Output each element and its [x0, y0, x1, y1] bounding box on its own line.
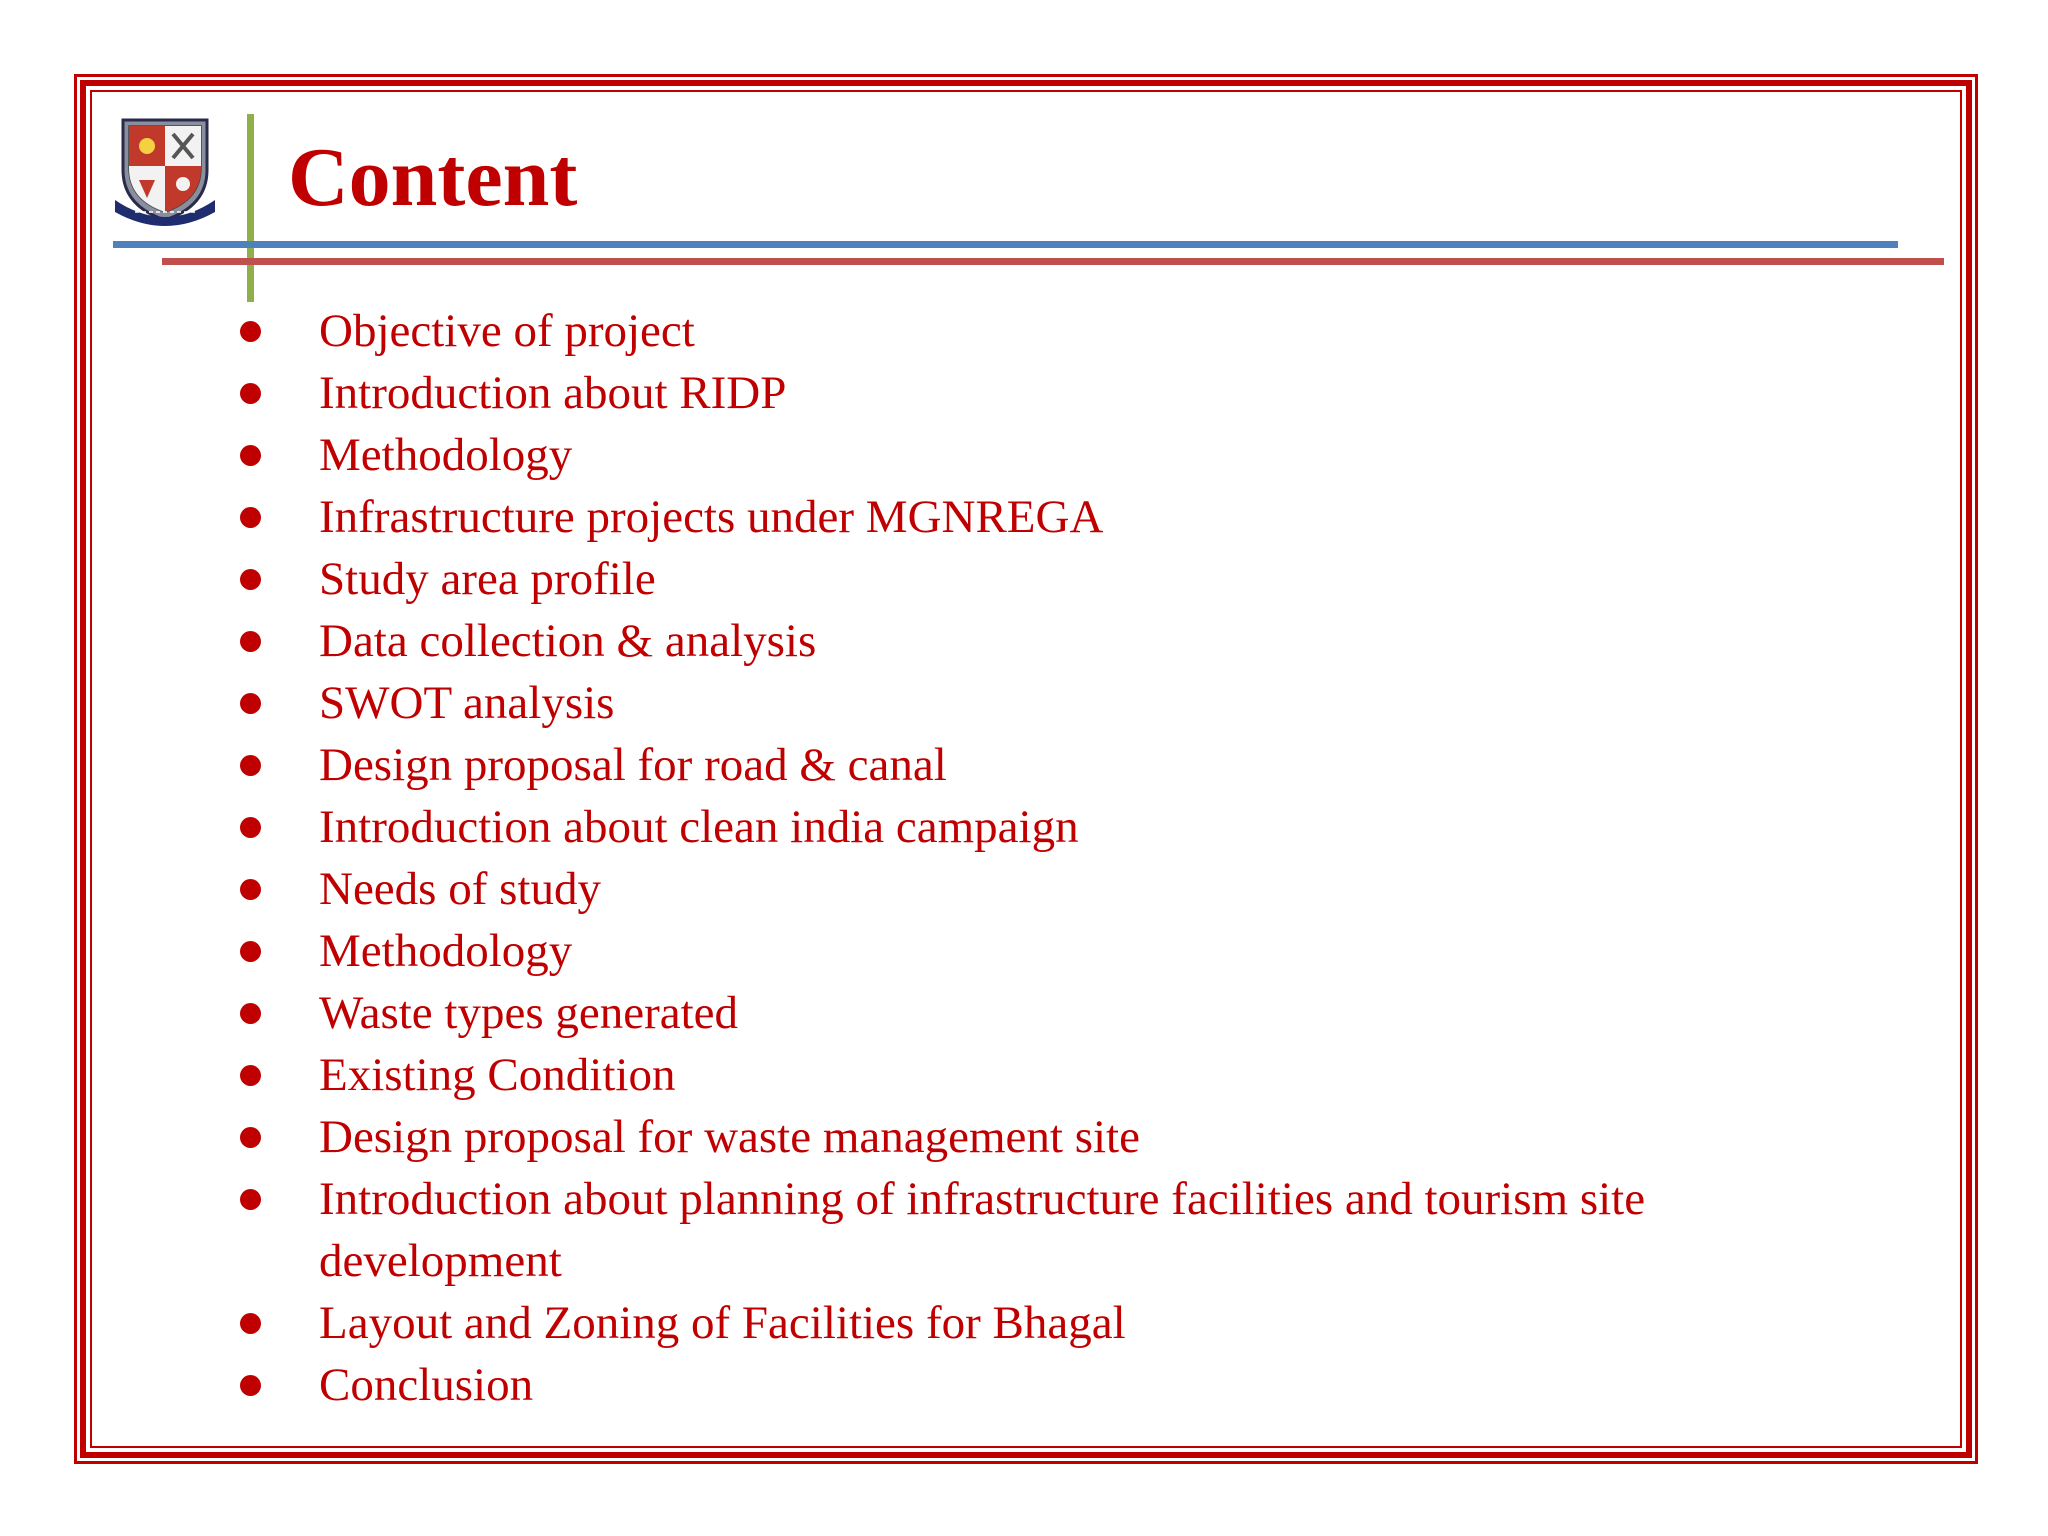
- list-item-text: Methodology: [319, 925, 573, 977]
- list-item-text: Infrastructure projects under MGNREGA: [319, 491, 1104, 543]
- list-item-text: Design proposal for road & canal: [319, 739, 947, 791]
- list-item-text: Data collection & analysis: [319, 615, 817, 667]
- slide-title: Content: [288, 131, 578, 224]
- list-item: [240, 610, 1800, 672]
- header-vertical-rule: [247, 114, 254, 302]
- bullet-icon: [240, 321, 261, 342]
- bullet-icon: [240, 1189, 261, 1210]
- list-item-text: Waste types generated: [319, 987, 739, 1039]
- list-item: [240, 982, 1800, 1044]
- list-item: [240, 858, 1800, 920]
- list-item: [240, 1044, 1800, 1106]
- list-item-text: Design proposal for waste management site: [319, 1111, 1140, 1163]
- list-item: [240, 300, 1800, 362]
- list-item-text: Existing Condition: [319, 1049, 676, 1101]
- bullet-icon: [240, 693, 261, 714]
- list-item: [240, 1354, 1800, 1416]
- bullet-icon: [240, 1127, 261, 1148]
- list-item-text: Study area profile: [319, 553, 656, 605]
- bullet-icon: [240, 631, 261, 652]
- list-item-text: Introduction about clean india campaign: [319, 801, 1079, 853]
- bullet-icon: [240, 1065, 261, 1086]
- list-item-text: SWOT analysis: [319, 677, 615, 729]
- bullet-icon: [240, 755, 261, 776]
- header-rule-blue: [113, 241, 1898, 248]
- list-item: [240, 1292, 1800, 1354]
- content-list: [240, 300, 1800, 1416]
- list-item: [240, 734, 1800, 796]
- bullet-icon: [240, 569, 261, 590]
- bullet-icon: [240, 445, 261, 466]
- bullet-icon: [240, 817, 261, 838]
- header-rule-red: [162, 258, 1944, 265]
- list-item-text: Objective of project: [319, 305, 695, 357]
- university-crest-icon: [115, 108, 215, 226]
- bullet-icon: [240, 383, 261, 404]
- list-item: [240, 548, 1800, 610]
- list-item: [240, 796, 1800, 858]
- list-item: [240, 362, 1800, 424]
- list-item-text: Conclusion: [319, 1359, 534, 1411]
- list-item: [240, 1106, 1800, 1168]
- bullet-icon: [240, 1003, 261, 1024]
- list-item-text: Methodology: [319, 429, 573, 481]
- bullet-icon: [240, 941, 261, 962]
- list-item: [240, 424, 1800, 486]
- list-item-text: Introduction about RIDP: [319, 367, 787, 419]
- bullet-icon: [240, 507, 261, 528]
- list-item: [240, 920, 1800, 982]
- list-item-text: Needs of study: [319, 863, 601, 915]
- bullet-icon: [240, 1313, 261, 1334]
- list-item: [240, 486, 1800, 548]
- bullet-icon: [240, 879, 261, 900]
- list-item: [240, 672, 1800, 734]
- list-item: [240, 1168, 1800, 1292]
- bullet-icon: [240, 1375, 261, 1396]
- list-item-text: Introduction about planning of infrastructure facilities and tourism site development: [319, 1173, 1646, 1287]
- list-item-text: Layout and Zoning of Facilities for Bhagal: [319, 1297, 1126, 1349]
